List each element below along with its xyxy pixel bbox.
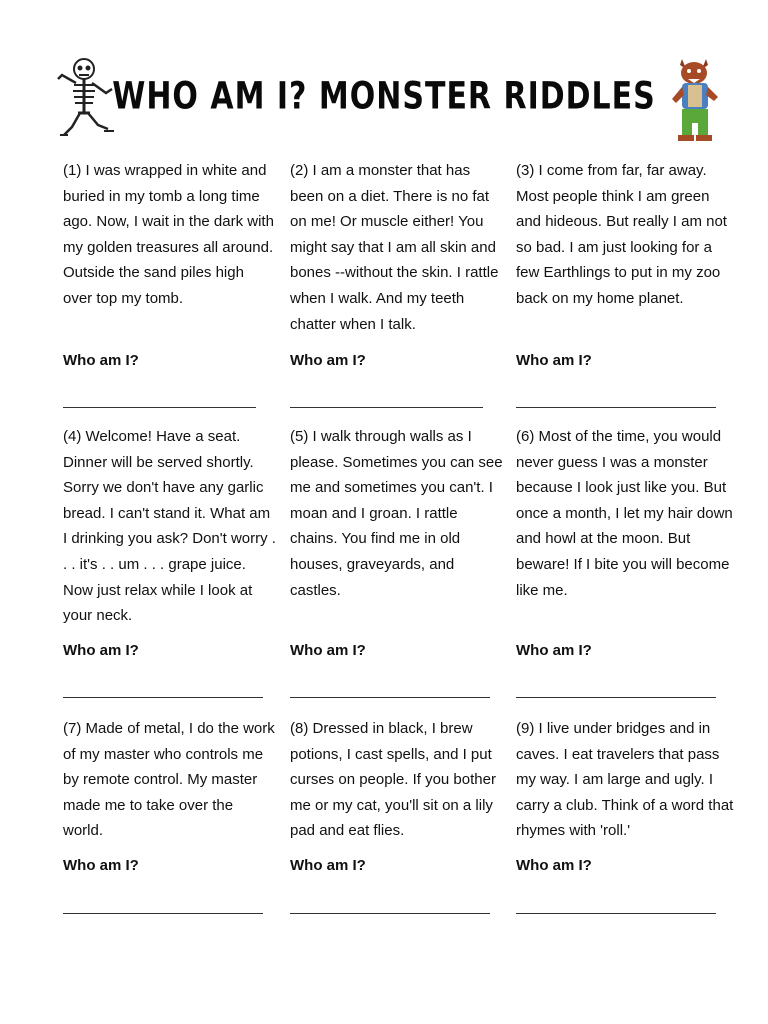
riddle-text: (4) Welcome! Have a seat. Dinner will be served shortly. Sorry we don't have any garlic bread. I can't stand it. What am I drinking you ask? Don't worry . . . it's . . um . . . grape juice. Now just relax while I look at your neck.	[63, 428, 276, 625]
riddle-1	[63, 158, 277, 312]
riddle-text: (2) I am a monster that has been on a diet. There is no fat on me! Or muscle either! You might say that I am all skin and bones --without the skin. I rattle when I walk. And my teeth chatter when I talk.	[290, 162, 499, 333]
riddle-5	[290, 424, 504, 603]
riddle-6	[516, 424, 736, 603]
riddle-9	[516, 716, 736, 844]
riddle-text: (8) Dressed in black, I brew potions, I cast spells, and I put curses on people. If you bother me or my cat, you'll sit on a lily pad and eat flies.	[290, 720, 496, 840]
riddle-7	[63, 716, 277, 844]
answer-line[interactable]	[290, 696, 490, 698]
who-am-i-label: Who am I?	[290, 642, 366, 659]
riddle-text: (9) I live under bridges and in caves. I eat travelers that pass my way. I am large and ugly. I carry a club. Think of a word that rhymes with 'roll.'	[516, 720, 734, 840]
answer-line[interactable]	[516, 696, 716, 698]
riddle-2	[290, 158, 504, 337]
answer-line[interactable]	[290, 406, 483, 408]
who-am-i-label: Who am I?	[516, 642, 592, 659]
riddle-text: (3) I come from far, far away. Most people think I am green and hideous. But really I am not so bad. I am just looking for a few Earthlings to put in my zoo back on my home planet.	[516, 162, 727, 307]
who-am-i-label: Who am I?	[63, 352, 139, 369]
header	[0, 55, 768, 145]
who-am-i-label: Who am I?	[290, 857, 366, 874]
werewolf-icon	[668, 55, 724, 143]
who-am-i-label: Who am I?	[63, 642, 139, 659]
riddle-4	[63, 424, 277, 629]
riddle-text: (5) I walk through walls as I please. Sometimes you can see me and sometimes you can't. I moan and I groan. I rattle chains. You find me in old houses, graveyards, and castles.	[290, 428, 503, 599]
answer-line[interactable]	[516, 912, 716, 914]
who-am-i-label: Who am I?	[516, 857, 592, 874]
riddle-text: (1) I was wrapped in white and buried in my tomb a long time ago. Now, I wait in the dark with my golden treasures all around. Outside the sand piles high over top my tomb.	[63, 162, 274, 307]
answer-line[interactable]	[63, 912, 263, 914]
answer-line[interactable]	[290, 912, 490, 914]
answer-line[interactable]	[63, 406, 256, 408]
who-am-i-label: Who am I?	[290, 352, 366, 369]
who-am-i-label: Who am I?	[63, 857, 139, 874]
riddle-text: (6) Most of the time, you would never guess I was a monster because I look just like you. But once a month, I let my hair down and howl at the moon. But beware! If I bite you will become like me.	[516, 428, 733, 599]
page-title: WHO AM I? MONSTER RIDDLES	[112, 74, 656, 119]
riddle-text: (7) Made of metal, I do the work of my master who controls me by remote control. My master made me to take over the world.	[63, 720, 275, 840]
answer-line[interactable]	[516, 406, 716, 408]
riddle-3	[516, 158, 736, 312]
who-am-i-label: Who am I?	[516, 352, 592, 369]
riddle-8	[290, 716, 504, 844]
answer-line[interactable]	[63, 696, 263, 698]
